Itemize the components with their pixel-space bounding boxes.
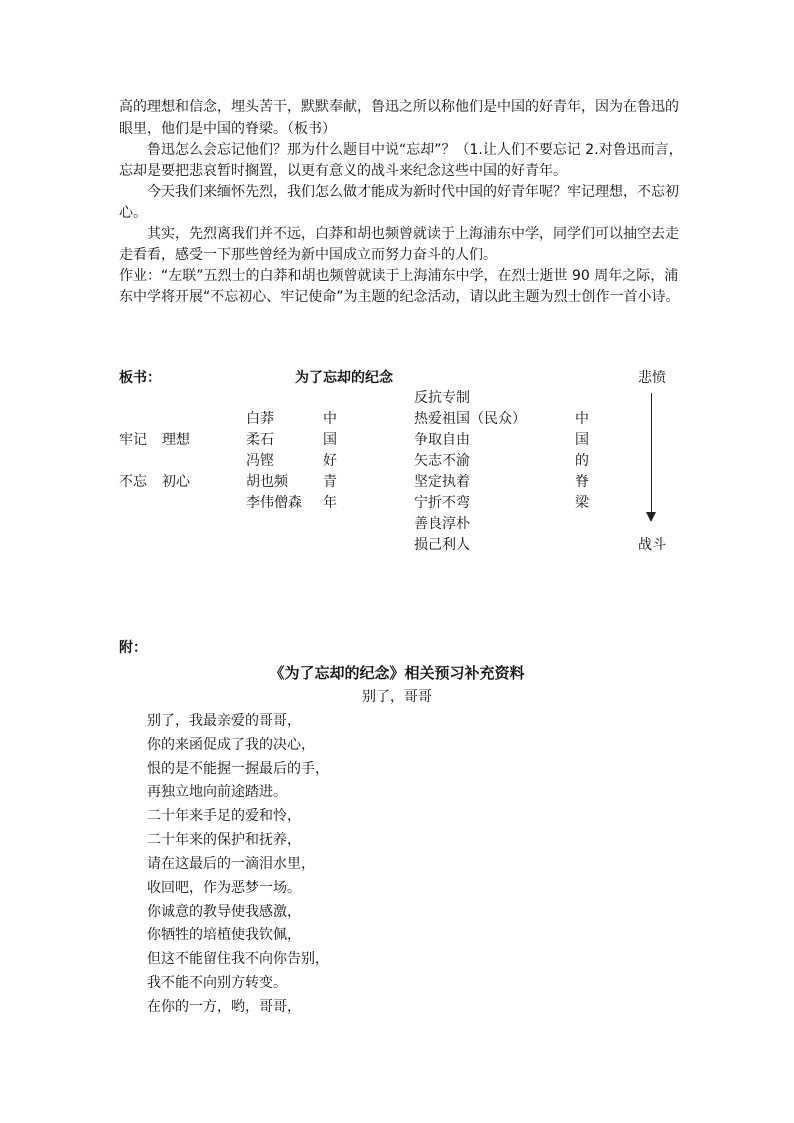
poem-line: 你牺牲的培植使我钦佩， <box>147 927 301 943</box>
poem-line: 二十年来的保护和抚养， <box>147 832 301 848</box>
board-col-b-char: 中 <box>575 411 589 427</box>
board-name: 柔石 <box>246 432 274 448</box>
board-name: 冯铿 <box>246 453 274 469</box>
board-trait: 反抗专制 <box>414 390 470 406</box>
text-line-9: 作业：“左联”五烈士的白莽和胡也频曾就读于上海浦东中学，在烈士逝世 90 周年之际，浦 <box>119 268 679 284</box>
down-arrow-line <box>651 393 652 513</box>
poem-line: 别了，我最亲爱的哥哥， <box>147 713 301 729</box>
poem-line: 你诚意的教导使我感激， <box>147 904 301 920</box>
board-label: 板书： <box>119 370 161 386</box>
poem-line: 你的来函促成了我的决心， <box>147 737 315 753</box>
text-line-2: 眼里，他们是中国的脊梁。（板书） <box>119 121 336 137</box>
board-name: 李伟僧森 <box>246 495 302 511</box>
appendix-label: 附： <box>119 640 147 656</box>
board-col-a-char: 年 <box>323 495 337 511</box>
board-col-a-char: 好 <box>323 453 337 469</box>
board-left-1: 牢记 <box>119 432 147 448</box>
board-col-a-char: 中 <box>323 411 337 427</box>
board-trait: 热爱祖国（民众） <box>414 411 526 427</box>
board-top-right: 悲愤 <box>638 370 666 386</box>
poem-line: 我不能不向别方转变。 <box>147 975 287 991</box>
board-col-b-char: 脊 <box>575 474 589 490</box>
board-trait: 善良淳朴 <box>414 516 470 532</box>
poem-line: 但这不能留住我不向你告别， <box>147 951 329 967</box>
board-trait: 矢志不渝 <box>414 453 470 469</box>
text-line-5: 今天我们来缅怀先烈，我们怎么做才能成为新时代中国的好青年呢？牢记理想，不忘初 <box>147 184 679 200</box>
board-trait: 损己利人 <box>414 537 470 553</box>
poem-line: 在你的一方，哟，哥哥， <box>147 999 301 1015</box>
text-line-3: 鲁迅怎么会忘记他们？那为什么题目中说“忘却”？（1.让人们不要忘记 2.对鲁迅而言， <box>147 142 683 158</box>
text-line-8: 走看看，感受一下那些曾经为新中国成立而努力奋斗的人们。 <box>119 247 497 263</box>
board-col-b-char: 梁 <box>575 495 589 511</box>
text-line-10: 东中学将开展“不忘初心、牢记使命”为主题的纪念活动，请以此主题为烈士创作一首小诗。 <box>119 289 680 305</box>
board-bottom-right: 战斗 <box>638 537 666 553</box>
board-col-b-char: 的 <box>575 453 589 469</box>
poem-line: 请在这最后的一滴泪水里， <box>147 856 315 872</box>
text-line-4: 忘却是要把悲哀暂时搁置，以更有意义的战斗来纪念这些中国的好青年。 <box>119 163 567 179</box>
board-title: 为了忘却的纪念 <box>295 370 393 386</box>
board-col-a-char: 国 <box>323 432 337 448</box>
poem-line: 二十年来手足的爱和怜， <box>147 808 301 824</box>
text-line-6: 心。 <box>119 205 147 221</box>
text-line-7: 其实，先烈离我们并不远，白莽和胡也频曾就读于上海浦东中学，同学们可以抽空去走 <box>147 226 679 242</box>
poem-line: 恨的是不能握一握最后的手， <box>147 761 329 777</box>
board-left-2b: 初心 <box>162 474 190 490</box>
poem-line: 再独立地向前途踏进。 <box>147 784 287 800</box>
text-line-1: 高的理想和信念，埋头苦干，默默奉献，鲁迅之所以称他们是中国的好青年，因为在鲁迅的 <box>119 99 679 115</box>
board-col-a-char: 青 <box>323 474 337 490</box>
board-name: 胡也频 <box>246 474 288 490</box>
poem-title: 别了，哥哥 <box>362 689 432 705</box>
board-trait: 宁折不弯 <box>414 495 470 511</box>
down-arrow-icon <box>646 512 656 522</box>
board-left-1b: 理想 <box>162 432 190 448</box>
board-col-b-char: 国 <box>575 432 589 448</box>
appendix-title: 《为了忘却的纪念》相关预习补充资料 <box>269 664 525 682</box>
board-name: 白莽 <box>246 411 274 427</box>
board-left-2: 不忘 <box>119 474 147 490</box>
poem-line: 收回吧，作为恶梦一场。 <box>147 880 301 896</box>
board-trait: 争取自由 <box>414 432 470 448</box>
board-trait: 坚定执着 <box>414 474 470 490</box>
